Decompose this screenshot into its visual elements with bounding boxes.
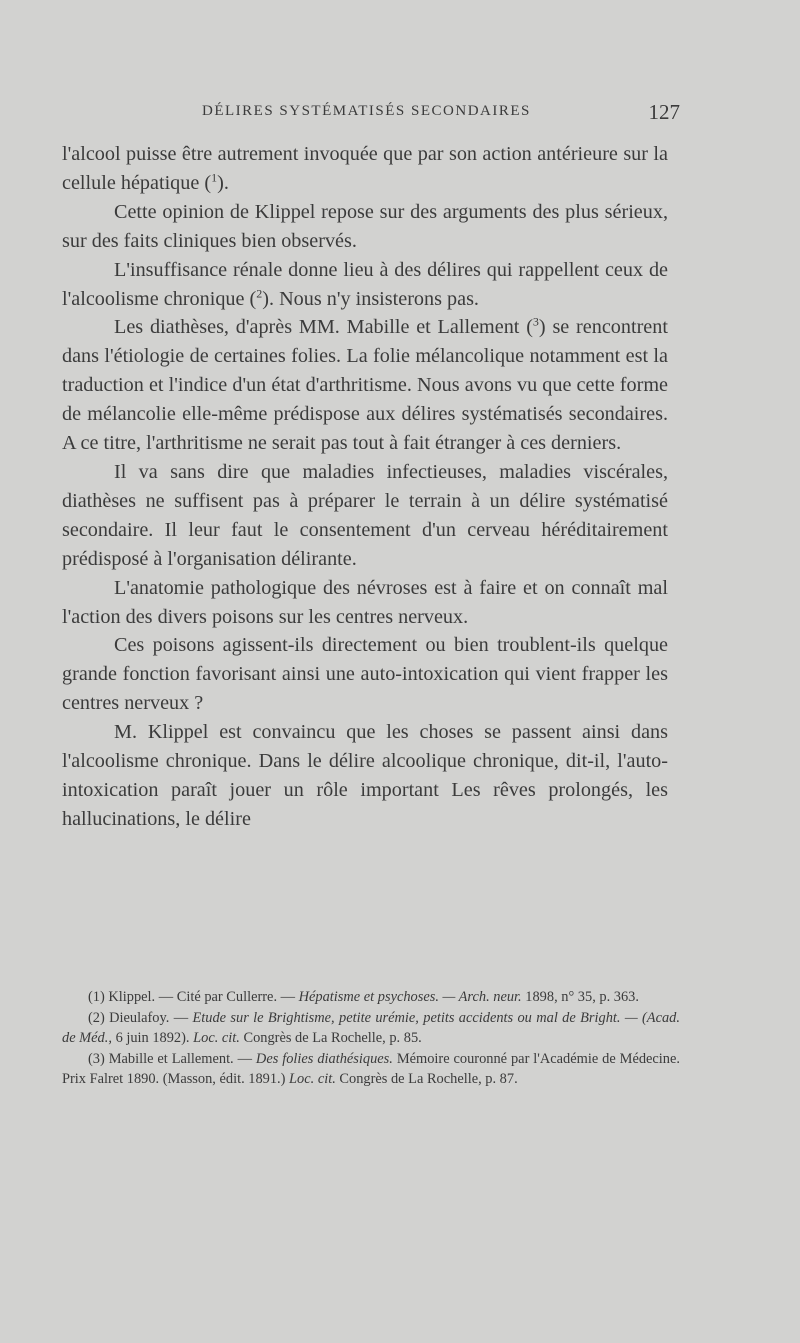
paragraph-2: Cette opinion de Klippel repose sur des arguments des plus sérieux, sur des faits cliniques bien observés. xyxy=(62,200,668,252)
paragraph-3-text-b: . Nous n'y insisterons pas. xyxy=(268,287,479,310)
footnote-2-title: Etude sur le Brightisme, petite urémie, petits accidents ou mal de Bright. — (Acad. de Méd., xyxy=(62,1009,680,1046)
paragraph-3-text-a: L'insuffisance rénale donne lieu à des délires qui rappellent ceux de l'alcoolisme chronique xyxy=(62,258,668,310)
footnote-1-text-b: 1898, n° 35, p. 363. xyxy=(525,989,639,1005)
footnote-1-number: (1) xyxy=(88,989,105,1005)
paragraph-6: L'anatomie pathologique des névroses est à faire et on connaît mal l'action des divers poisons sur les centres nerveux. xyxy=(62,576,668,628)
paragraph-7: Ces poisons agissent-ils directement ou bien troublent-ils quelque grande fonction favorisant ainsi une auto-intoxication qui vient frapper les centres nerveux ? xyxy=(62,634,668,715)
footnote-3-loc: Loc. cit. xyxy=(289,1071,336,1087)
footnote-2-text-a: Dieulafoy. — xyxy=(109,1009,189,1026)
footnote-ref-2: 2 xyxy=(256,285,263,300)
footnote-2-text-c: Congrès de La Rochelle, p. 85. xyxy=(243,1030,422,1046)
footnote-ref-1: 1 xyxy=(211,170,218,185)
running-title: DÉLIRES SYSTÉMATISÉS SECONDAIRES xyxy=(202,103,531,119)
running-head xyxy=(62,100,680,124)
paragraph-4-text-b: se rencontrent dans l'étiologie de certaines folies. La folie mélancolique notamment est la traduction et l'indice d'un état d'arthritisme. Nous avons vu que cette forme de mélancolie elle-même prédispose aux délires systématisés secondaires. A ce titre, l'arthritisme ne serait pas tout à fait étranger à ces derniers. xyxy=(62,316,668,455)
paragraph-4: Les diathèses, d'après MM. Mabille et Lallement ($^3$) se rencontrent dans l'étiologie de certaines folies. La folie mélancolique notamment est la traduction et l'indice d'un état d'arthritisme. Nous avons vu que cette forme de mélancolie elle-même prédispose aux délires systématisés secondaires. A ce titre, l'arthritisme ne serait pas tout à fait étranger à ces derniers. xyxy=(62,314,668,455)
footnote-2-text-b: 6 juin 1892). xyxy=(115,1030,190,1046)
footnote-2-loc: Loc. cit. xyxy=(193,1030,240,1046)
footnote-ref-3: 3 xyxy=(532,314,539,329)
paragraph-1-text: l'alcool puisse être autrement invoquée que par son action antérieure sur la cellule hépatique xyxy=(62,143,668,194)
footnote-1-title: Hépatisme et psychoses. — Arch. neur. xyxy=(298,989,522,1005)
footnote-2 xyxy=(62,1008,680,1049)
paragraph-1: l'alcool puisse être autrement invoquée que par son action antérieure sur la cellule hépatique ($^1$). xyxy=(62,143,668,194)
body-text xyxy=(62,140,668,834)
paragraph-5: Il va sans dire que maladies infectieuses, maladies viscérales, diathèses ne suffisent pas à préparer le terrain à un délire systématisé secondaire. Il leur faut le consentement d'un cerveau héréditairement prédisposé à l'organisation délirante. xyxy=(62,460,668,570)
paragraph-8: M. Klippel est convaincu que les choses se passent ainsi dans l'alcoolisme chronique. Dans le délire alcoolique chronique, dit-il, l'auto-intoxication paraît jouer un rôle important Les rêves prolongés, les hallucinations, le délire xyxy=(62,721,668,830)
paragraph-3: L'insuffisance rénale donne lieu à des délires qui rappellent ceux de l'alcoolisme chronique ($^2$). Nous n'y insisterons pas. xyxy=(62,258,668,310)
footnote-1-text-a: Klippel. — Cité par Cullerre. — xyxy=(108,989,296,1005)
footnote-2-number: (2) xyxy=(88,1009,105,1026)
paragraph-4-text-a: Les diathèses, d'après MM. Mabille et Lallement xyxy=(114,316,520,339)
footnote-3-number: (3) xyxy=(88,1050,105,1067)
page-number: 127 xyxy=(648,100,680,124)
footnote-1 xyxy=(62,987,680,1008)
footnote-3-text-a: Mabille et Lallement. — xyxy=(108,1050,252,1067)
footnote-3-text-b: Mémoire couronné par l'Académie de Médecine. Prix Falret 1890. (Masson, édit. 1891.) xyxy=(62,1050,680,1087)
footnote-3-title: Des folies diathésiques. xyxy=(255,1050,393,1067)
footnotes xyxy=(62,987,680,1090)
footnote-3 xyxy=(62,1049,680,1090)
footnote-3-text-c: Congrès de La Rochelle, p. 87. xyxy=(339,1071,518,1087)
